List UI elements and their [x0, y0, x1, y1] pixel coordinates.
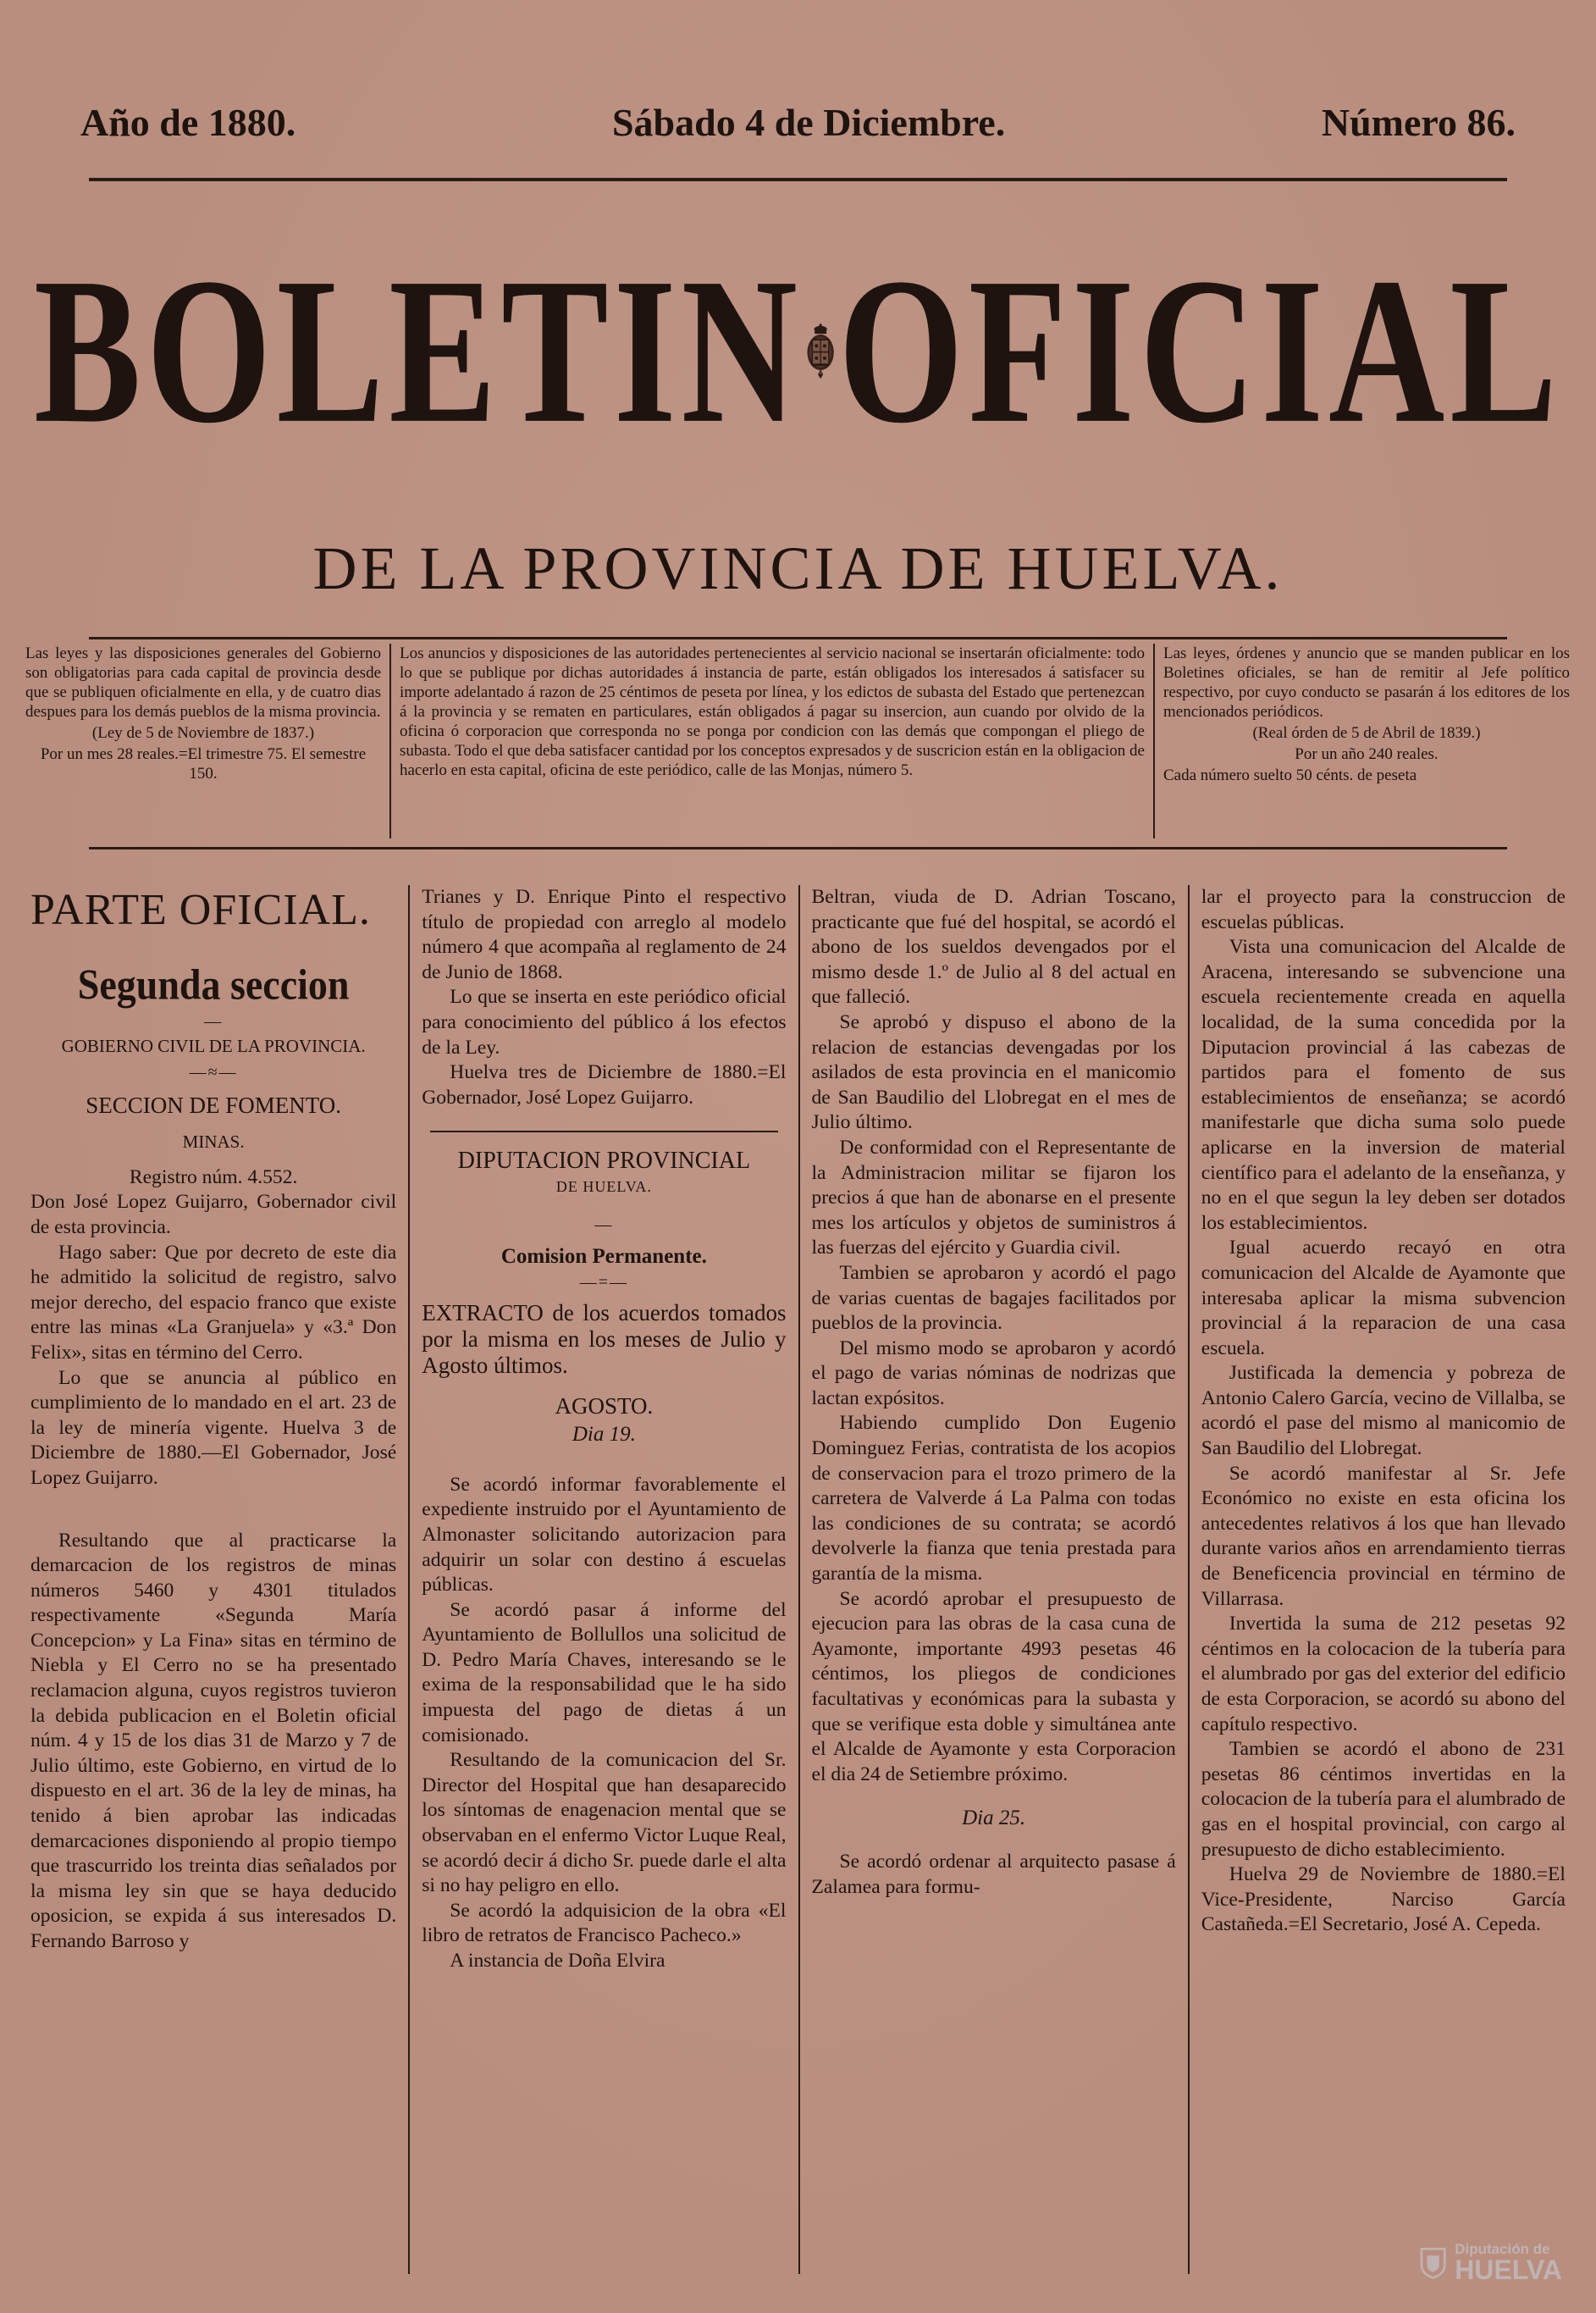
- info-right-text: Las leyes, órdenes y anuncio que se manden publicar en los Boletines oficiales, se han de remitir al Jefe político respectivo, por cuyo conducto se pasarán á los editores de los mencionados periódicos.: [1163, 645, 1570, 721]
- col3-paragraph-1: Beltran, viuda de D. Adrian Toscano, practicante que fué del hospital, se acordó el abono de los sueldos devengados por el mismo desde 1.º de Julio al 8 del actual en que falleció.: [811, 886, 1176, 1009]
- comision-heading: Comision Permanente.: [500, 1244, 707, 1268]
- spacer: [30, 1491, 396, 1529]
- section-separator: [430, 1131, 777, 1132]
- ornament: —≈—: [189, 1062, 238, 1082]
- masthead-word-boletin: BOLETIN: [34, 235, 803, 468]
- royal-crest-icon: [803, 212, 838, 491]
- info-block: [17, 644, 1579, 838]
- col2-paragraph-7: Se acordó la adquisicion de la obra «El libro de retratos de Francisco Pacheco.»: [422, 1899, 787, 1947]
- registro-number: Registro núm. 4.552.: [129, 1165, 298, 1188]
- extracto-heading: EXTRACTO de los acuerdos tomados por la misma en los meses de Julio y Agosto últimos.: [422, 1299, 787, 1378]
- col4-paragraph-7: Tambien se acordó el abono de 231 pesetas 86 céntimos invertidas en la colocacion de la tubería para el alumbrado de gas en el hospital provincial, con cargo al presupuesto de dicho establecimiento.: [1201, 1738, 1566, 1861]
- masthead-word-oficial: OFICIAL: [838, 235, 1562, 468]
- col4-paragraph-3: Igual acuerdo recayó en otra comunicacion del Alcalde de Ayamonte que interesaba aplicar la misma subvencion provincial á la reparacion de una casa escuela.: [1201, 1237, 1566, 1359]
- col4-paragraph-5: Se acordó manifestar al Sr. Jefe Económico no existe en esta oficina los antecedentes relativos á los que han llevado durante varios años en arrendamiento tierras de Beneficencia provincial en término de Villarrasa.: [1201, 1462, 1566, 1610]
- col2-paragraph-1: Trianes y D. Enrique Pinto el respectivo título de propiedad con arreglo al modelo número 4 que acompaña al reglamento de 24 de Junio de 1868.: [422, 886, 787, 983]
- archive-watermark: [1418, 2228, 1562, 2296]
- col2-paragraph-8: A instancia de Doña Elvira: [450, 1950, 665, 1972]
- col2-paragraph-3: Huelva tres de Diciembre de 1880.=El Gobernador, José Lopez Guijarro.: [422, 1061, 787, 1109]
- column-4: [1188, 885, 1577, 2274]
- col3-paragraph-2: Se aprobó y dispuso el abono de la relacion de estancias devengadas por los asilados de esta provincia en el manicomio de San Baudilio del Llobregat en el mes de Julio último.: [811, 1010, 1176, 1134]
- issue-year: Año de 1880.: [80, 101, 296, 144]
- col1-paragraph-4: Resultando que al practicarse la demarcacion de los registros de minas números 5460 y 4301 titulados respectivamente «Segunda María Concepcion» y La Fina» sitas en término de Niebla y El Cerro no se ha presentado reclamacion alguna, cuyos registros tuvieron la debida publicacion en el Boletin oficial núm. 4 y 15 de los dias 31 de Marzo y 7 de Julio último, este Gobierno, en virtud de lo dispuesto en el art. 36 de la ley de minas, ha tenido á bien aprobar las indicadas demarcaciones disponiendo al propio tiempo que trascurrido los treinta dias señalados por la misma ley sin que se haya deducido oposicion, se expida á sus interesados D. Fernando Barroso y: [30, 1529, 397, 1952]
- article-columns: [19, 885, 1577, 2274]
- month-heading: AGOSTO.: [555, 1392, 654, 1419]
- col2-paragraph-2: Lo que se inserta en este periódico oficial para conocimiento del público á los efectos de la Ley.: [422, 986, 787, 1059]
- col4-paragraph-1: lar el proyecto para la construccion de escuelas públicas.: [1201, 886, 1566, 933]
- watermark-text: [1455, 2242, 1562, 2283]
- segunda-seccion-heading: Segunda seccion: [77, 960, 350, 1009]
- day-heading: Dia 25.: [962, 1807, 1026, 1830]
- masthead-subtitle: DE LA PROVINCIA DE HUELVA.: [312, 534, 1284, 602]
- col3-paragraph-8: Se acordó ordenar al arquitecto pasase á Zalamea para formu-: [811, 1850, 1176, 1898]
- info-right-order: (Real órden de 5 de Abril de 1839.): [1252, 724, 1481, 742]
- col2-paragraph-5: Se acordó pasar á informe del Ayuntamiento de Bollullos una solicitud de D. Pedro María Chaves, interesando se le exima de la responsabilidad que le ha sido impuesta del pago de dietas á un comisionado.: [422, 1598, 787, 1746]
- watermark-line1: Diputación de: [1455, 2241, 1550, 2257]
- info-left-text: Las leyes y las disposiciones generales del Gobierno son obligatorias para cada capital de provincia desde que se publiquen oficialmente en ella, y de cuatro dias despues para los demás pueblos de la misma provincia.: [25, 645, 381, 721]
- info-bottom-rule: [89, 847, 1507, 849]
- watermark-line2: HUELVA: [1455, 2255, 1562, 2285]
- minas-heading: MINAS.: [182, 1132, 245, 1153]
- day-heading: Dia 19.: [572, 1423, 636, 1447]
- col3-paragraph-3: De conformidad con el Representante de la Administracion militar se fijaron los precios á que han de abonarse en el presente mes los artículos y objetos de suministros á las fuerzas del ejército y Guardia civil.: [811, 1136, 1176, 1259]
- info-left: [17, 644, 389, 838]
- col4-paragraph-4: Justificada la demencia y pobreza de Antonio Calero García, vecino de Villalba, se acordó el pase del mismo al manicomio de San Baudilio del Llobregat.: [1201, 1362, 1566, 1460]
- col3-paragraph-5: Del mismo modo se aprobaron y acordó el pago de varias nóminas de nodrizas que lactan expósitos.: [811, 1336, 1176, 1409]
- dash-ornament: —: [204, 1012, 224, 1031]
- dash-ornament: —: [594, 1215, 614, 1234]
- header-line: [80, 100, 1516, 145]
- info-left-prices: Por un mes 28 reales.=El trimestre 75. El semestre 150.: [40, 745, 367, 783]
- info-right: [1155, 644, 1578, 838]
- column-3: [798, 885, 1188, 2274]
- diputacion-subheading: DE HUELVA.: [555, 1178, 652, 1196]
- issue-number: Número 86.: [1321, 101, 1516, 144]
- col1-paragraph-1: Don José Lopez Guijarro, Gobernador civil de esta provincia.: [30, 1191, 397, 1238]
- column-1: [19, 885, 408, 2274]
- col4-paragraph-2: Vista una comunicacion del Alcalde de Aracena, interesando se subvencione una escuela recientemente creada en aquella localidad, de la suma concedida por la Diputacion provincial á las cabezas de partidos para el fomento de sus establecimientos de enseñanza; se acordó manifestarle que dicha suma solo puede aplicarse en la inversion de material científico para el adelanto de la enseñanza, y no en el que segun la ley deben ser dotados los establecimientos.: [1201, 936, 1566, 1234]
- info-top-rule: [89, 637, 1507, 639]
- gobierno-civil-heading: GOBIERNO CIVIL DE LA PROVINCIA.: [61, 1036, 366, 1056]
- seccion-fomento-heading: SECCION DE FOMENTO.: [86, 1092, 342, 1118]
- issue-date: Sábado 4 de Diciembre.: [611, 101, 1006, 144]
- crest-icon: [1418, 2237, 1448, 2288]
- col2-paragraph-6: Resultando de la comunicacion del Sr. Director del Hospital que han desaparecido los síntomas de enagenacion mental que se observaban en el enfermo Victor Luque Real, se acordó decir á dicho Sr. puede darle el alta si no hay peligro en ello.: [422, 1749, 787, 1897]
- col3-paragraph-7: Se acordó aprobar el presupuesto de ejecucion para las obras de la casa cuna de Ayamonte, importante 4993 pesetas 46 céntimos, los pliegos de condiciones facultativas y económicas para la subasta y que se verifique esta doble y simultánea ante el Alcalde de Ayamonte y esta Corporacion el dia 24 de Setiembre próximo.: [811, 1587, 1176, 1785]
- info-right-price2: Cada número suelto 50 cénts. de peseta: [1163, 766, 1417, 784]
- col3-paragraph-4: Tambien se aprobaron y acordó el pago de varias cuentas de bagajes facilitados por pueblos de la provincia.: [811, 1261, 1176, 1335]
- header-rule: [89, 178, 1507, 181]
- col2-paragraph-4: Se acordó informar favorablemente el expediente instruido por el Ayuntamiento de Almonaster solicitando autorizacion para adquirir un solar con destino á escuelas públicas.: [422, 1473, 787, 1596]
- info-right-price1: Por un año 240 reales.: [1295, 745, 1439, 763]
- info-middle: [389, 644, 1155, 838]
- col3-paragraph-6: Habiendo cumplido Don Eugenio Dominguez Ferias, contratista de los acopios de conservacion para el trozo primero de la carretera de Valverde á La Palma con todas las condiciones de su contrata; se acordó devolverle la fianza que tenia prestada para garantía de la misma.: [811, 1412, 1176, 1585]
- ornament: —=—: [579, 1272, 629, 1292]
- col1-paragraph-2: Hago saber: Que por decreto de este dia he admitido la solicitud de registro, salvo mejor derecho, del espacio franco que existe entre las minas «La Granjuela» y «3.ª Don Felix», sitas en término del Cerro.: [30, 1241, 397, 1364]
- masthead: [34, 216, 1562, 487]
- info-left-law: (Ley de 5 de Noviembre de 1837.): [91, 724, 315, 742]
- parte-oficial-heading: PARTE OFICIAL.: [30, 886, 371, 934]
- col4-paragraph-8: Huelva 29 de Noviembre de 1880.=El Vice-Presidente, Narciso García Castañeda.=El Secretario, José A. Cepeda.: [1201, 1863, 1566, 1936]
- col4-paragraph-6: Invertida la suma de 212 pesetas 92 céntimos en la colocacion de la tubería para el alumbrado por gas del exterior del edificio de esta Corporacion, se acordó su abono del capítulo respectivo.: [1201, 1613, 1566, 1735]
- column-2: [408, 885, 798, 2274]
- info-middle-text: Los anuncios y disposiciones de las autoridades pertenecientes al servicio nacional se insertarán oficialmente: todo lo que se publique por dichas autoridades á instancia de parte, están obligados los interesados á satisfacer su importe adelantado á razon de 25 céntimos de peseta por línea, y los edictos de subasta del Estado que pertenezcan á la provincia y se rematen en particulares, están obligados á pagar su insercion, aun cuando por olvido de la oficina ó corporacion que corresponda no se ponga por condicion con las demás que compongan el pliego de subasta. Todo el que deba satisfacer cantidad por los conceptos expresados y de suscricion están en la obligacion de hacerlo en esta capital, oficina de este periódico, calle de las Monjas, número 5.: [400, 645, 1145, 779]
- diputacion-heading: DIPUTACION PROVINCIAL: [457, 1148, 751, 1175]
- col1-paragraph-3: Lo que se anuncia al público en cumplimiento de lo mandado en el art. 23 de la ley de minería vigente. Huelva 3 de Diciembre de 1880.—El Gobernador, José Lopez Guijarro.: [30, 1366, 397, 1489]
